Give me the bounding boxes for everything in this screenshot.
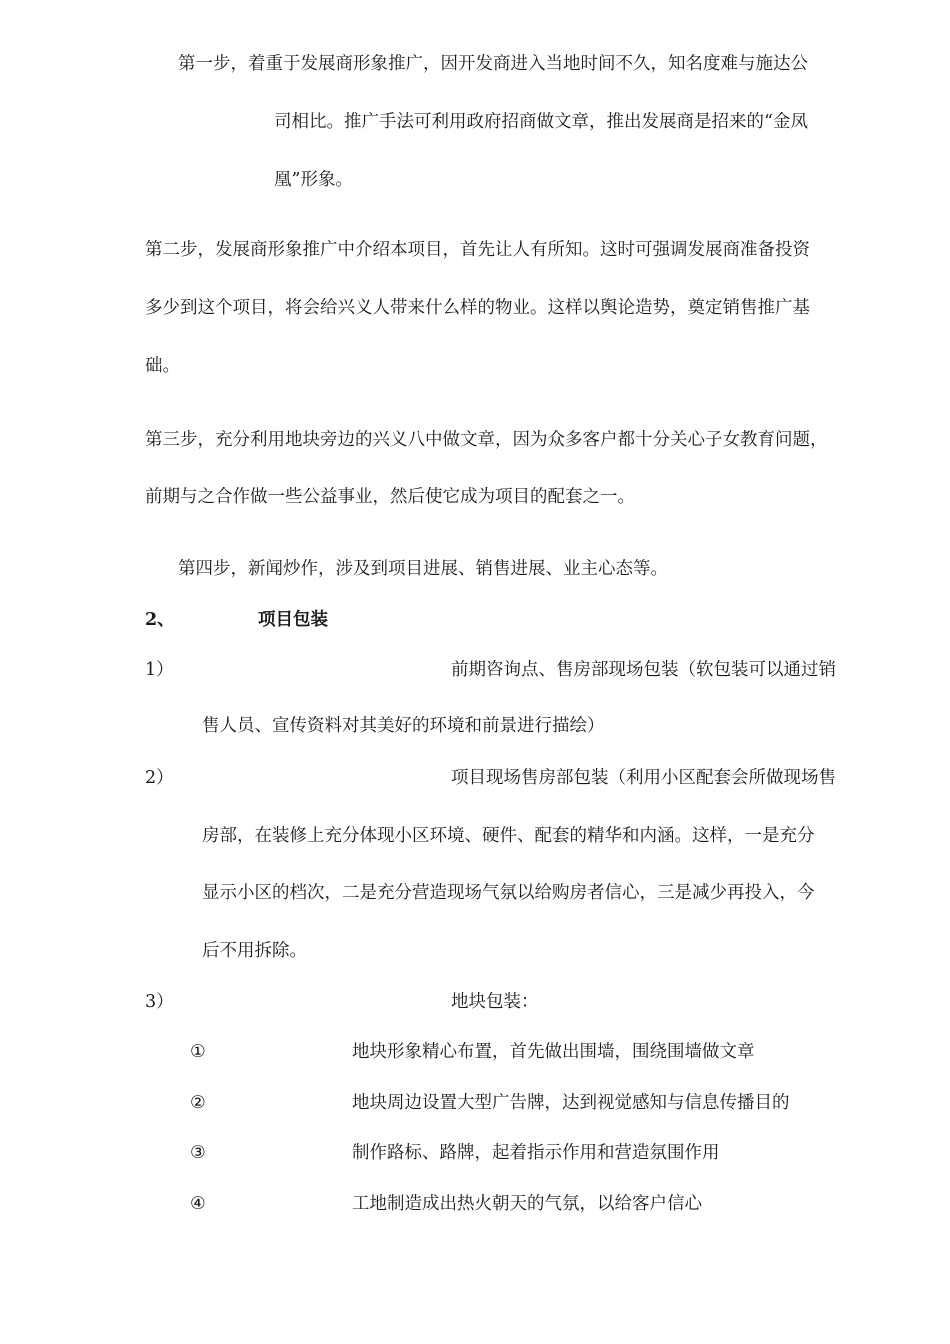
step2-line1: 第二步，发展商形象推广中介绍本项目，首先让人有所知。这时可强调发展商准备投资 (145, 240, 810, 260)
step3-line2: 前期与之合作做一些公益事业，然后使它成为项目的配套之一。 (145, 487, 635, 507)
step2-line3: 础。 (145, 356, 180, 376)
subitem-marker-2: ② (190, 1093, 206, 1113)
step1-line3: 凰”形象。 (274, 170, 353, 190)
subitem-text-3: 制作路标、路牌，起着指示作用和营造氛围作用 (352, 1143, 720, 1163)
section2-number: 2、 (145, 610, 175, 630)
item1-line1: 前期咨询点、售房部现场包装（软包装可以通过销 (451, 660, 836, 680)
subitem-text-2: 地块周边设置大型广告牌，达到视觉感知与信息传播目的 (352, 1093, 790, 1113)
step1-line2: 司相比。推广手法可利用政府招商做文章，推出发展商是招来的“金凤 (274, 112, 808, 132)
item2-line2: 房部，在装修上充分体现小区环境、硬件、配套的精华和内涵。这样，一是充分 (202, 826, 815, 846)
subitem-marker-3: ③ (190, 1143, 206, 1163)
subitem-text-1: 地块形象精心布置，首先做出围墙，围绕围墙做文章 (352, 1042, 755, 1062)
item2-line1: 项目现场售房部包装（利用小区配套会所做现场售 (451, 768, 836, 788)
subitem-marker-4: ④ (190, 1194, 206, 1214)
step1-line1: 第一步，着重于发展商形象推广，因开发商进入当地时间不久，知名度难与施达公 (178, 54, 808, 74)
item3-title: 地块包装： (451, 992, 539, 1012)
subitem-marker-1: ① (190, 1042, 206, 1062)
subitem-text-4: 工地制造成出热火朝天的气氛，以给客户信心 (352, 1194, 702, 1214)
item3-number: 3） (145, 992, 174, 1012)
item1-line2: 售人员、宣传资料对其美好的环境和前景进行描绘） (202, 716, 605, 736)
step2-line2: 多少到这个项目，将会给兴义人带来什么样的物业。这样以舆论造势，奠定销售推广基 (145, 298, 810, 318)
item2-line4: 后不用拆除。 (202, 941, 307, 961)
step3-line1: 第三步，充分利用地块旁边的兴义八中做文章，因为众多客户都十分关心子女教育问题， (145, 430, 828, 450)
item2-line3: 显示小区的档次，二是充分营造现场气氛以给购房者信心，三是减少再投入，今 (202, 883, 815, 903)
item1-number: 1） (145, 660, 174, 680)
section2-title: 项目包装 (258, 610, 328, 630)
step4-line1: 第四步，新闻炒作，涉及到项目进展、销售进展、业主心态等。 (178, 559, 668, 579)
item2-number: 2） (145, 768, 174, 788)
